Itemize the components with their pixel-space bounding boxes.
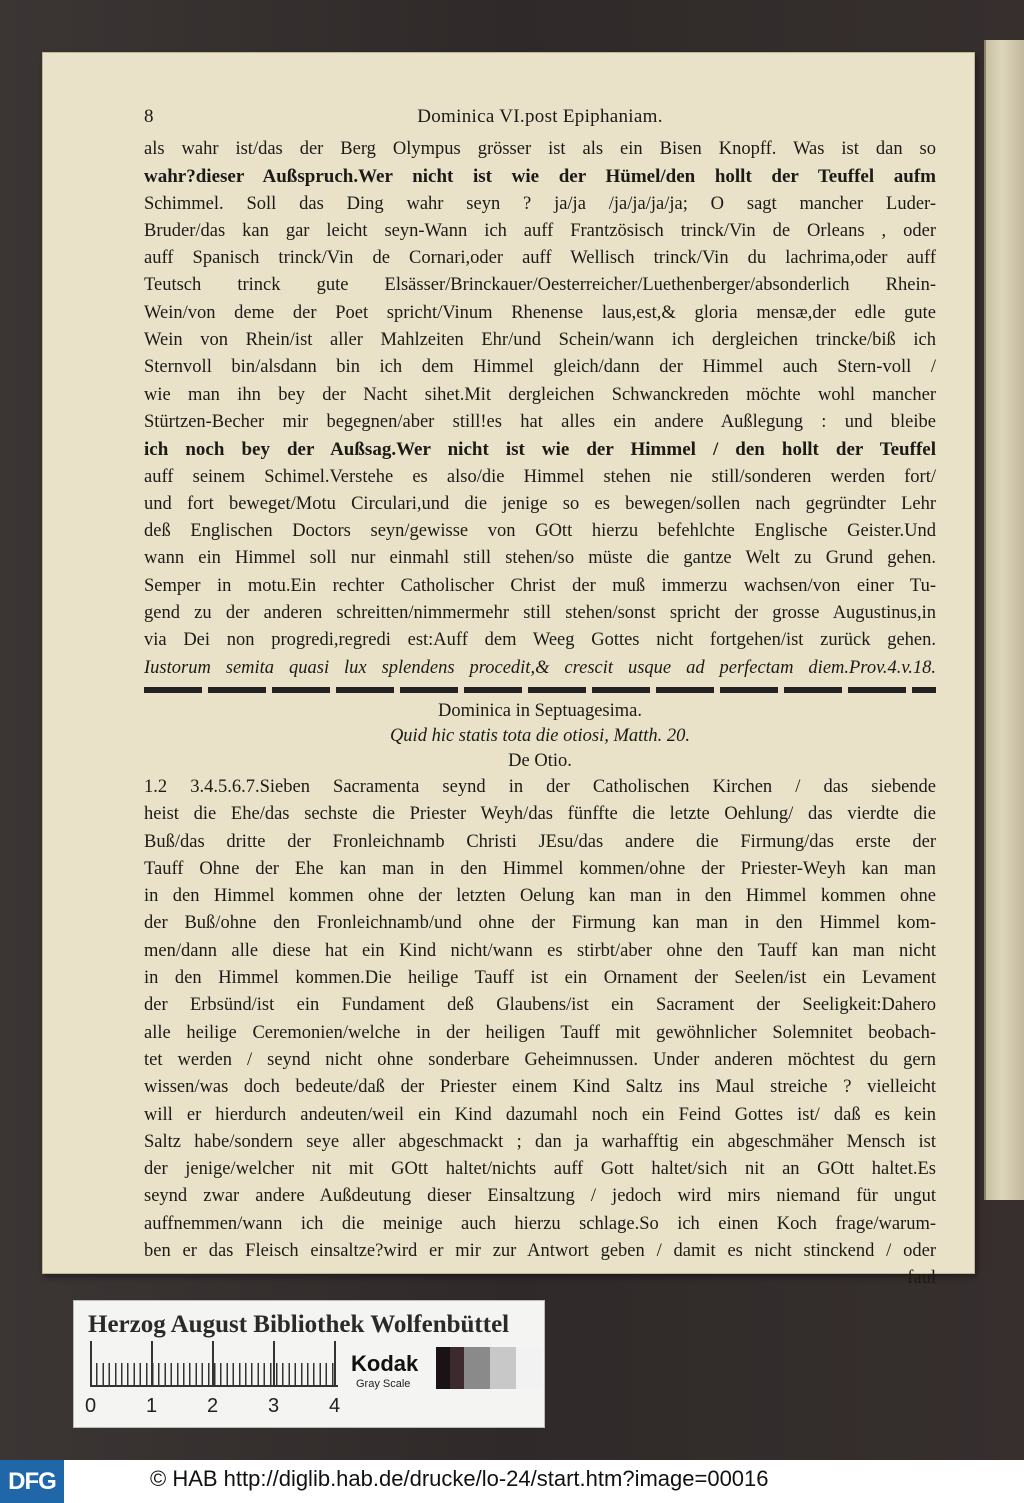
- text-line: in den Himmel kommen ohne der letzten Oelung kan man in den Himmel kommen ohne: [144, 886, 936, 907]
- text-line: Sternvoll bin/alsdann bin ich dem Himmel gleich/dann der Himmel auch Stern-voll /: [144, 357, 936, 378]
- ruler-label: 0: [85, 1395, 97, 1417]
- ruler-label: 3: [268, 1395, 280, 1417]
- text-line: tet werden / seynd nicht ohne sonderbare Geheimnussen. Under anderen möchtest du gern: [144, 1049, 936, 1070]
- text-line: Tauff Ohne der Ehe kan man in den Himmel kommen/ohne der Priester-Weyh kan man: [144, 858, 936, 879]
- text-line: Wein von Rhein/ist aller Mahlzeiten Ehr/und Schein/wann ich dergleichen trincke/biß ich: [144, 330, 936, 351]
- text-line: Semper in motu.Ein rechter Catholischer Christ der muß immerzu wachsen/von einer Tu-: [144, 575, 936, 596]
- section-subtitle: Quid hic statis tota die otiosi, Matth. 20.: [389, 725, 691, 746]
- text-line: der Buß/ohne den Fronleichnamb/und ohne der Firmung kan man in den Himmel kom-: [144, 913, 936, 934]
- text-line: gend zu der anderen schreitten/nimmermehr still stehen/sonst spricht der grosse Augustinus,in: [144, 603, 936, 624]
- gray-scale-label: Gray Scale: [356, 1378, 411, 1390]
- gray-swatch: [464, 1347, 490, 1389]
- text-line: als wahr ist/das der Berg Olympus grösser ist als ein Bisen Knopff. Was ist dan so: [144, 139, 936, 159]
- text-line: und fort beweget/Motu Circulari,und die jenige so es bewegen/sollen nach gegründter Lehr: [144, 493, 936, 514]
- text-line: Teutsch trinck gute Elsässer/Brinckauer/Oesterreicher/Luethenberger/absonderlich Rhein-: [144, 275, 936, 296]
- ruler-major-tick: [151, 1341, 153, 1387]
- text-line: Stürtzen-Becher mir begegnen/aber still!es hat alles ein andere Außlegung : und bleibe: [144, 411, 936, 432]
- paragraph-two: [144, 774, 936, 1265]
- text-line: ben er das Fleisch einsaltze?wird er mir zur Antwort geben / damit es nicht stinckend / oder: [144, 1240, 936, 1261]
- ruler-major-tick: [212, 1341, 214, 1387]
- text-line: deß Englischen Doctors seyn/gewisse von GOtt hierzu befehlchte Englische Geister.Und: [144, 521, 936, 542]
- text-line: in den Himmel kommen.Die heilige Tauff ist ein Ornament der Seelen/ist ein Levament: [144, 968, 936, 989]
- color-calibration-card: [73, 1300, 545, 1428]
- running-head-title: Dominica VI.post Epiphaniam.: [417, 106, 663, 127]
- text-line: seynd zwar andere Außdeutung dieser Einsaltzung / jedoch wird mirs niemand für ungut: [144, 1186, 936, 1207]
- text-line: der jenige/welcher nit mit GOtt haltet/nichts auff Gott haltet/sich nit an GOtt haltet.Es: [144, 1159, 936, 1180]
- ruler-major-tick: [90, 1341, 92, 1387]
- library-name: Herzog August Bibliothek Wolfenbüttel: [88, 1311, 510, 1338]
- text-line: via Dei non progredi,regredi est:Auff dem Weeg Gottes nicht fortgehen/ist zurück gehen.: [144, 630, 936, 651]
- gray-swatch: [490, 1347, 516, 1389]
- catchword: faul: [907, 1268, 936, 1289]
- text-line: Schimmel. Soll das Ding wahr seyn ? ja/ja /ja/ja/ja/ja; O sagt mancher Luder-: [144, 193, 936, 214]
- gray-swatch: [516, 1347, 542, 1389]
- text-line: Buß/das dritte der Fronleichnamb Christi JEsu/das andere die Firmung/das erste der: [144, 831, 936, 852]
- text-line: wann ein Himmel soll nur einmahl still stehen/so müste die gantze Welt zu Grund gehen.: [144, 548, 936, 569]
- text-line: alle heilige Ceremonien/welche in der heiligen Tauff mit gewöhnlicher Solemnitet beobach-: [144, 1022, 936, 1043]
- text-line: der Erbsünd/ist ein Fundament deß Glaubens/ist ein Sacrament der Seeligkeit:Dahero: [144, 995, 936, 1016]
- text-line: Saltz habe/sondern seye aller abgeschmackt ; dan ja warhafftig ein abgeschmäher Mensch ist: [144, 1131, 936, 1152]
- book-page: [42, 52, 975, 1289]
- ruler-label: 4: [329, 1395, 341, 1417]
- running-head: [144, 106, 936, 136]
- text-line: auff seinem Schimel.Verstehe es also/die Himmel stehen nie still/sonderen werden fort/: [144, 466, 936, 487]
- text-line: Bruder/das kan gar leicht seyn-Wann ich auff Frantzösisch trinck/Vin de Orleans , oder: [144, 220, 936, 241]
- gray-swatch: [450, 1347, 464, 1389]
- section-title: Dominica in Septuagesima.: [438, 700, 642, 721]
- text-line: wahr?dieser Außspruch.Wer nicht ist wie der Hümel/den hollt der Teuffel aufm: [144, 166, 936, 188]
- page-number: 8: [144, 106, 154, 127]
- text-line: auffnemmen/wann ich die meinige auch hierzu schlage.So ich einen Koch frage/warum-: [144, 1213, 936, 1234]
- text-line: heist die Ehe/das sechste die Priester Weyh/das fünffte die letzte Oehlung/ das vierdte die: [144, 804, 936, 825]
- text-line: wie man ihn bey der Nacht sihet.Mit dergleichen Schwanckreden möchte wohl mancher: [144, 384, 936, 405]
- text-line: men/dann alle diese hat ein Kind nicht/wann es stirbt/aber ohne den Tauff kan man nicht: [144, 940, 936, 961]
- text-line: will er hierdurch andeuten/weil ein Kind dazumahl noch ein Feind Gottes ist/ daß es kein: [144, 1104, 936, 1125]
- text-line: auff Spanisch trinck/Vin de Cornari,oder auff Wellisch trinck/Vin du lachrima,oder auff: [144, 248, 936, 269]
- gray-swatch: [436, 1347, 450, 1389]
- text-line: Wein/von deme der Poet spricht/Vinum Rhenense laus,est,& gloria mensæ,der edle gute: [144, 302, 936, 323]
- measurement-ruler: [90, 1351, 338, 1387]
- section-theme: De Otio.: [508, 750, 572, 771]
- text-line: ich noch bey der Außsag.Wer nicht ist wie der Himmel / den hollt der Teuffel: [144, 439, 936, 461]
- ruler-label: 2: [207, 1395, 219, 1417]
- kodak-logo: Kodak: [351, 1351, 419, 1376]
- dfg-logo: DFG: [0, 1460, 64, 1503]
- copyright-url[interactable]: © HAB http://diglib.hab.de/drucke/lo-24/start.htm?image=00016: [150, 1466, 769, 1491]
- divider-rule: [144, 687, 936, 693]
- ruler-major-tick: [334, 1341, 336, 1387]
- text-line: 1.2 3.4.5.6.7.Sieben Sacramenta seynd in der Catholischen Kirchen / das siebende: [144, 776, 936, 797]
- text-line: wissen/was doch bedeute/daß der Priester einem Kind Saltz ins Maul streiche ? vielleicht: [144, 1077, 936, 1098]
- text-line: Iustorum semita quasi lux splendens procedit,& crescit usque ad perfectam diem.Prov.4.v.18.: [144, 657, 936, 678]
- page-text-block: [144, 106, 936, 1293]
- ruler-label: 1: [146, 1395, 158, 1417]
- ruler-major-tick: [273, 1341, 275, 1387]
- facing-page-edge: [984, 40, 1024, 1200]
- paragraph-one: [144, 136, 936, 682]
